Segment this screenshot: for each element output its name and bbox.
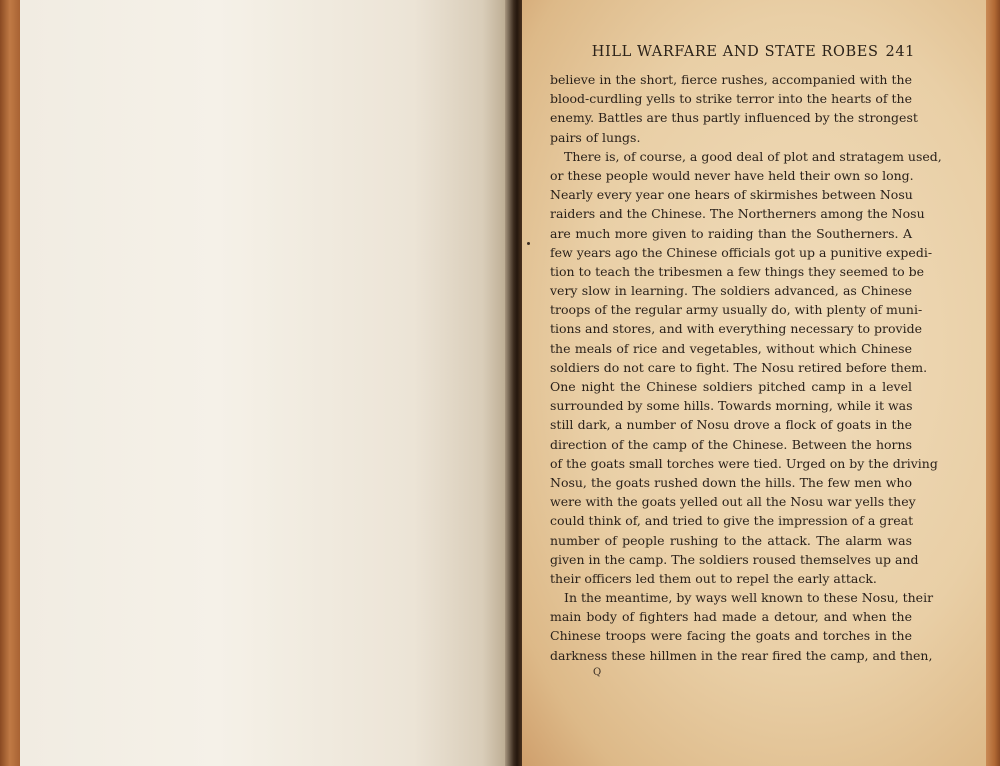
text-line: their officers led them out to repel the early attack. xyxy=(550,570,877,586)
text-line: troops of the regular army usually do, with plenty of muni- xyxy=(550,302,923,318)
text-line: raiders and the Chinese. The Northerners among the Nosu xyxy=(550,206,925,222)
left-cover-edge xyxy=(0,0,22,766)
blank-left-page xyxy=(20,0,512,766)
text-line: very slow in learning. The soldiers advanced, as Chinese xyxy=(550,283,912,299)
text-line: Nosu, the goats rushed down the hills. The few men who xyxy=(550,474,912,490)
text-line: or these people would never have held their own so long. xyxy=(550,167,914,183)
text-line: few years ago the Chinese officials got up a punitive expedi- xyxy=(550,244,933,260)
text-line: surrounded by some hills. Towards morning, while it was xyxy=(550,398,913,414)
text-line: number of people rushing to the attack. The alarm was xyxy=(550,532,912,548)
text-line: tion to teach the tribesmen a few things they seemed to be xyxy=(550,263,925,279)
text-line: Chinese troops were facing the goats and torches in the xyxy=(550,628,912,644)
text-line: still dark, a number of Nosu drove a flock of goats in the xyxy=(550,417,912,433)
page-speck xyxy=(527,242,530,245)
printer-signature-mark: Q xyxy=(593,667,602,678)
text-line: blood-curdling yells to strike terror into the hearts of the xyxy=(550,91,912,107)
text-line: could think of, and tried to give the impression of a great xyxy=(550,513,914,529)
running-head-title: HILL WARFARE AND STATE ROBES xyxy=(591,44,879,60)
text-line: given in the camp. The soldiers roused themselves up and xyxy=(550,551,919,567)
text-line: soldiers do not care to fight. The Nosu retired before them. xyxy=(550,359,928,375)
text-line: main body of fighters had made a detour, and when the xyxy=(550,609,912,625)
text-line: Nearly every year one hears of skirmishes between Nosu xyxy=(550,187,913,203)
page-number: 241 xyxy=(885,44,915,60)
text-line: are much more given to raiding than the Southerners. A xyxy=(550,225,912,241)
text-line: the meals of rice and vegetables, without which Chinese xyxy=(550,340,912,356)
text-line: tions and stores, and with everything necessary to provide xyxy=(550,321,922,337)
text-line: of the goats small torches were tied. Urged on by the driving xyxy=(550,455,938,471)
right-cover-edge xyxy=(986,0,1000,766)
text-line: darkness these hillmen in the rear fired the camp, and then, xyxy=(550,647,933,663)
body-text xyxy=(550,70,942,665)
running-head xyxy=(565,44,915,60)
text-line: believe in the short, fierce rushes, accompanied with the xyxy=(550,72,912,87)
text-line: enemy. Battles are thus partly influenced by the strongest xyxy=(550,110,918,126)
text-line: were with the goats yelled out all the Nosu war yells they xyxy=(550,494,916,510)
text-line: There is, of course, a good deal of plot and stratagem used, xyxy=(564,148,942,164)
text-line: In the meantime, by ways well known to these Nosu, their xyxy=(564,590,934,606)
text-line: direction of the camp of the Chinese. Between the horns xyxy=(550,436,912,452)
text-line: pairs of lungs. xyxy=(550,129,641,145)
text-line: One night the Chinese soldiers pitched camp in a level xyxy=(550,379,912,394)
